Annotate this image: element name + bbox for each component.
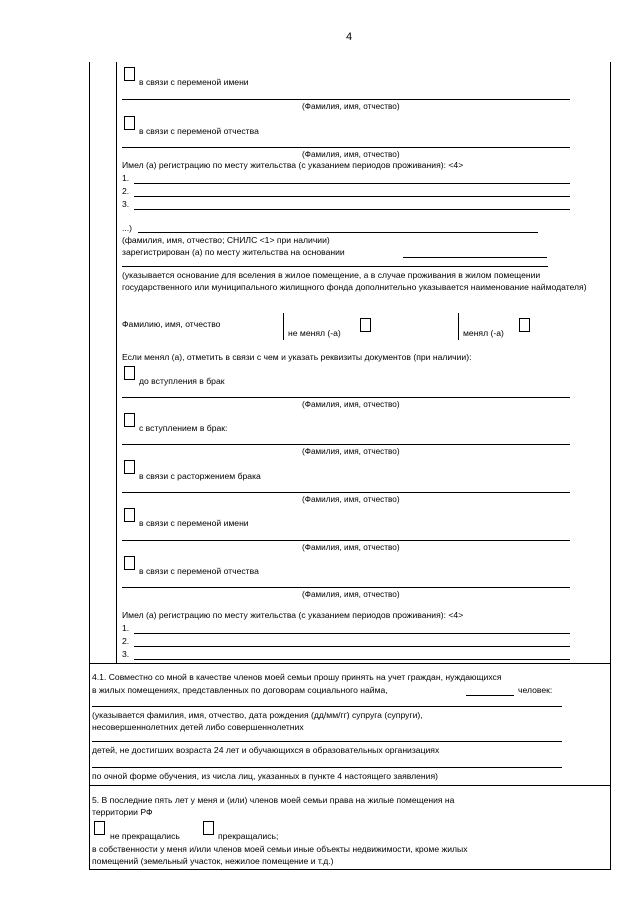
divider bbox=[458, 313, 459, 340]
fio-caption: (Фамилия, имя, отчество) bbox=[302, 150, 400, 159]
fio-line bbox=[122, 444, 570, 445]
section-5-line5: помещений (земельный участок, нежилое помещение и т.д.) bbox=[92, 856, 334, 866]
persons-count-line bbox=[466, 695, 514, 696]
item-label-patronymic-change-bottom: в связи с переменой отчества bbox=[139, 566, 259, 576]
checkbox-name-change-bottom[interactable] bbox=[124, 508, 135, 522]
section-4-1-row3: по очной форме обучения, из числа лиц, указанных в пункте 4 настоящего заявления) bbox=[92, 771, 438, 781]
row-border bbox=[89, 663, 610, 664]
fio-caption: (Фамилия, имя, отчество) bbox=[302, 447, 400, 456]
registration-line-label: 2. bbox=[122, 636, 130, 646]
checkbox-before-marriage[interactable] bbox=[124, 366, 135, 380]
option-changed-label: менял (-а) bbox=[463, 328, 504, 338]
checkbox-with-marriage[interactable] bbox=[124, 413, 135, 427]
table-right-border bbox=[610, 62, 611, 870]
family-members-line bbox=[92, 706, 562, 707]
fio-caption: (Фамилия, имя, отчество) bbox=[302, 495, 400, 504]
registration-line bbox=[134, 659, 570, 660]
fio-caption: (Фамилия, имя, отчество) bbox=[302, 543, 400, 552]
fio-line bbox=[122, 397, 570, 398]
row-border bbox=[89, 785, 610, 786]
section-4-1-note2: несовершеннолетних детей либо совершеннолетних bbox=[92, 722, 304, 732]
table-inner-column-border bbox=[116, 62, 117, 663]
divider bbox=[283, 313, 284, 340]
registration-line-label: 3. bbox=[122, 649, 130, 659]
section-5-line4: в собственности у меня и/или членов моей семьи иные объекты недвижимости, кроме жилых bbox=[92, 844, 468, 854]
item-label-name-change-bottom: в связи с переменой имени bbox=[139, 518, 249, 528]
fio-line bbox=[122, 587, 570, 588]
family-members-line bbox=[92, 767, 562, 768]
section-5-line2: территории РФ bbox=[92, 807, 153, 817]
item-label-before-marriage: до вступления в брак bbox=[139, 376, 225, 386]
table-bottom-border bbox=[89, 869, 610, 870]
item-label-name-change-top: в связи с переменой имени bbox=[139, 77, 249, 87]
registration-line bbox=[134, 209, 570, 210]
registration-heading-bottom: Имел (а) регистрацию по месту жительства (с указанием периодов проживания): <4> bbox=[122, 610, 464, 620]
section-5-line1: 5. В последние пять лет у меня и (или) членов моей семьи права на жилые помещения на bbox=[92, 795, 455, 805]
fio-line bbox=[122, 540, 570, 541]
checkbox-divorce[interactable] bbox=[124, 460, 135, 474]
page-number: 4 bbox=[346, 31, 353, 43]
section-4-1-line1: 4.1. Совместно со мной в качестве членов моей семьи прошу принять на учет граждан, нуждающихся bbox=[92, 672, 502, 682]
option-not-terminated-label: не прекращались bbox=[110, 831, 180, 841]
registration-line-label: 1. bbox=[122, 173, 130, 183]
name-change-label: Фамилию, имя, отчество bbox=[122, 319, 221, 329]
table-left-border bbox=[89, 62, 90, 870]
fio-caption: (Фамилия, имя, отчество) bbox=[302, 400, 400, 409]
registration-line-label: 2. bbox=[122, 186, 130, 196]
item-label-divorce: в связи с расторжением брака bbox=[139, 471, 261, 481]
checkbox-patronymic-change-bottom[interactable] bbox=[124, 556, 135, 570]
registration-line-label: 3. bbox=[122, 199, 130, 209]
registration-heading-top: Имел (а) регистрацию по месту жительства (с указанием периодов проживания): <4> bbox=[122, 160, 464, 170]
option-terminated-label: прекращались; bbox=[218, 831, 279, 841]
section-4-1-note1: (указывается фамилия, имя, отчество, дата рождения (дд/мм/гг) супруга (супруги), bbox=[92, 710, 423, 720]
checkbox-terminated[interactable] bbox=[203, 821, 214, 835]
fio-caption: (Фамилия, имя, отчество) bbox=[302, 590, 400, 599]
registration-line bbox=[134, 196, 570, 197]
checkbox-name-change-top[interactable] bbox=[124, 67, 135, 81]
checkbox-not-terminated[interactable] bbox=[94, 821, 105, 835]
option-not-changed-label: не менял (-а) bbox=[288, 328, 341, 338]
fio-caption: (Фамилия, имя, отчество) bbox=[302, 102, 400, 111]
person-name-line bbox=[138, 232, 538, 233]
registered-label: зарегистрирован (а) по месту жительства на основании bbox=[122, 247, 345, 257]
ellipsis: ...) bbox=[122, 223, 133, 233]
section-4-1-line2a: в жилых помещениях, представленных по договорам социального найма, bbox=[92, 685, 388, 695]
registration-line bbox=[134, 183, 570, 184]
registration-line bbox=[134, 646, 570, 647]
item-label-patronymic-change-top: в связи с переменой отчества bbox=[139, 126, 259, 136]
family-members-line bbox=[92, 741, 562, 742]
if-changed-instruction: Если менял (а), отметить в связи с чем и указать реквизиты документов (при наличии): bbox=[122, 352, 472, 362]
checkbox-changed[interactable] bbox=[519, 318, 530, 332]
basis-line bbox=[122, 266, 548, 267]
fio-line bbox=[122, 492, 570, 493]
registration-line-label: 1. bbox=[122, 623, 130, 633]
registered-basis-line bbox=[403, 257, 547, 258]
fio-line bbox=[122, 147, 570, 148]
person-caption: (фамилия, имя, отчество; СНИЛС <1> при наличии) bbox=[122, 235, 330, 245]
section-4-1-row2: детей, не достигших возраста 24 лет и обучающихся в образовательных организациях bbox=[92, 745, 440, 755]
item-label-with-marriage: с вступлением в брак: bbox=[139, 423, 228, 433]
basis-note: (указывается основание для вселения в жилое помещение, а в случае проживания в жилом помещении государственного или муниципального жилищного фонда дополнительно указывается наименование наймодателя) bbox=[122, 270, 587, 292]
checkbox-not-changed[interactable] bbox=[360, 318, 371, 332]
registration-line bbox=[134, 633, 570, 634]
fio-line bbox=[122, 99, 570, 100]
checkbox-patronymic-change-top[interactable] bbox=[124, 116, 135, 130]
section-4-1-line2b: человек: bbox=[518, 685, 553, 695]
